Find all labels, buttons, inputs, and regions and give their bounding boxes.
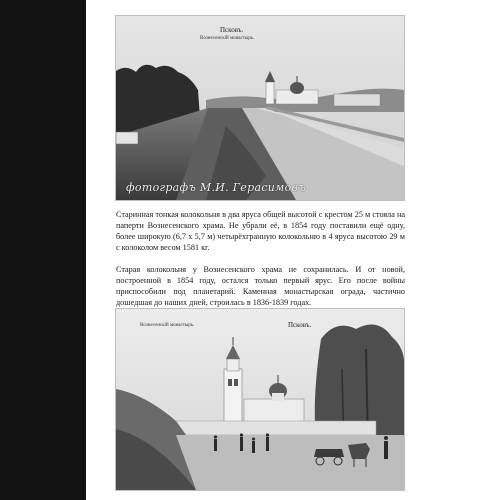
bottom-photograph	[116, 309, 404, 490]
top-photograph	[116, 16, 404, 200]
paragraph-bell-tower-history: Старинная тонкая колокольня в два яруса общей высотой с крестом 25 м стояла на паперти Вознесенского храма. Не убрали её, в 1854 году поставили ещё одну, более широкую (6,7 х 5,7 м) четырёхгранную колокольню в 4 яруса высотою 29 м с колоколом весом 1581 кг.	[116, 210, 405, 252]
photo1-subtitle-caption: Вознесенскій монастырь.	[200, 36, 255, 41]
monastery-with-people-image	[116, 309, 404, 490]
photo1-city-caption: Псковъ.	[220, 26, 244, 34]
book-page	[86, 0, 500, 500]
photographer-signature: фотографъ М.И. Герасимовъ	[126, 181, 306, 194]
photo2-subtitle-caption: Вознесенскій монастырь.	[140, 323, 195, 328]
photo2-city-caption: Псковъ.	[288, 321, 312, 329]
book-spine-shadow	[0, 0, 86, 500]
monastery-street-view-image	[116, 16, 404, 200]
paragraph-bell-tower-fate: Старая колокольня у Вознесенского храма не сохранилась. И от новой, построенной в 1854 году, остался только первый ярус. Его после войны приспособили под планетарий. Каменная монастырская ограда, частично дошедшая до наших дней, строилась в 1836-1839 годах.	[116, 265, 405, 307]
